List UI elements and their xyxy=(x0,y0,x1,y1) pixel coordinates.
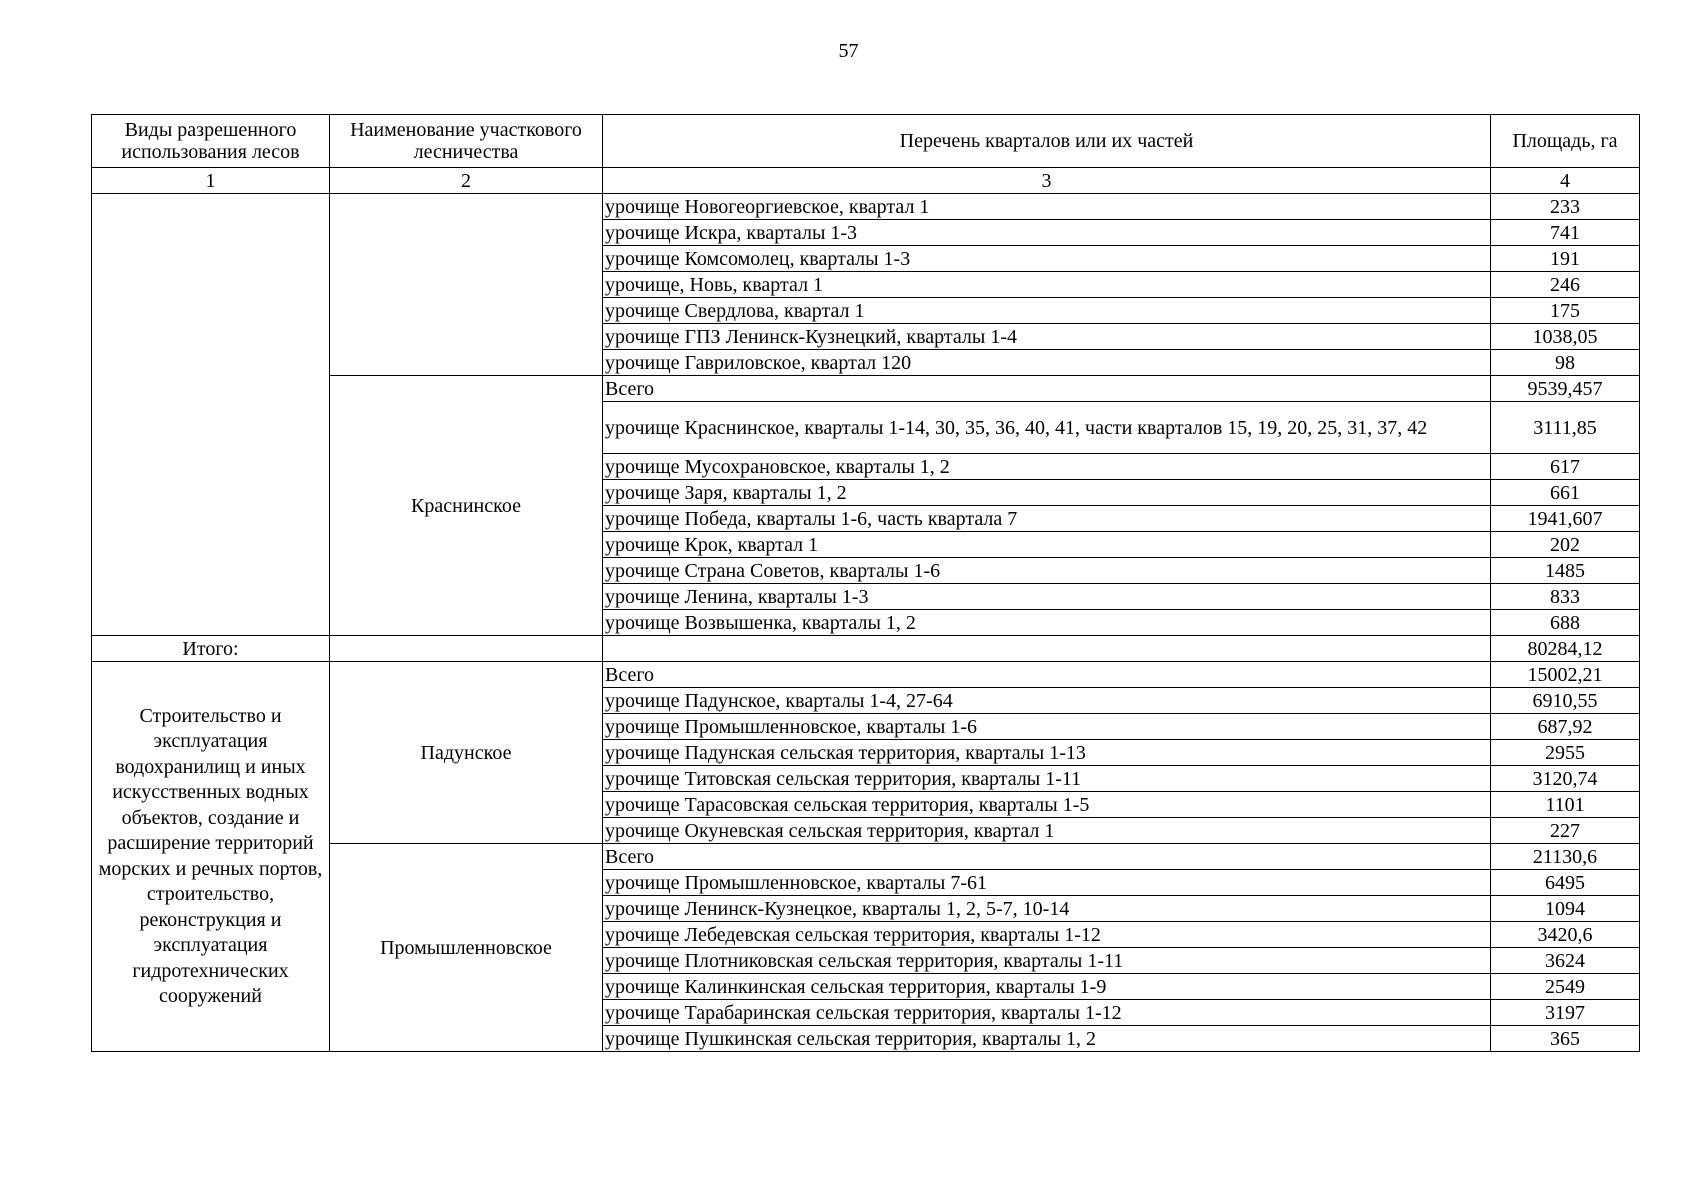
area-cell: 3420,6 xyxy=(1491,922,1640,948)
quarters-cell: урочище Пушкинская сельская территория, кварталы 1, 2 xyxy=(603,1026,1491,1052)
area-cell: 617 xyxy=(1491,454,1640,480)
header-quarters-list: Перечень кварталов или их частей xyxy=(603,115,1491,168)
quarters-cell: урочище Новогеоргиевское, квартал 1 xyxy=(603,194,1491,220)
area-cell: 191 xyxy=(1491,246,1640,272)
area-cell: 233 xyxy=(1491,194,1640,220)
quarters-cell: Всего xyxy=(603,376,1491,402)
empty-cell xyxy=(603,636,1491,662)
quarters-cell: Всего xyxy=(603,662,1491,688)
forestry-name-krasninskoe: Краснинское xyxy=(330,376,603,636)
area-cell: 3111,85 xyxy=(1491,402,1640,454)
area-cell: 3624 xyxy=(1491,948,1640,974)
total-area: 80284,12 xyxy=(1491,636,1640,662)
area-cell: 2549 xyxy=(1491,974,1640,1000)
column-number: 2 xyxy=(330,168,603,194)
column-number-row xyxy=(92,168,1640,194)
area-cell: 1485 xyxy=(1491,558,1640,584)
quarters-cell: урочище Заря, кварталы 1, 2 xyxy=(603,480,1491,506)
total-row xyxy=(92,636,1640,662)
quarters-cell: урочище Мусохрановское, кварталы 1, 2 xyxy=(603,454,1491,480)
area-cell: 246 xyxy=(1491,272,1640,298)
forestry-name-promyshlennovskoe: Промышленновское xyxy=(330,844,603,1052)
forestry-name-padunskoe: Падунское xyxy=(330,662,603,844)
area-cell: 6495 xyxy=(1491,870,1640,896)
header-forestry-name: Наименование участкового лесничества xyxy=(330,115,603,168)
header-area: Площадь, га xyxy=(1491,115,1640,168)
quarters-cell: урочище ГПЗ Ленинск-Кузнецкий, кварталы 1-4 xyxy=(603,324,1491,350)
area-cell: 175 xyxy=(1491,298,1640,324)
table-row xyxy=(92,194,1640,220)
use-type-category: Строительство и эксплуатация водохранилищ и иных искусственных водных объектов, создание и расширение территорий морских и речных портов, строительство, реконструкция и эксплуатация гидротехнических сооружений xyxy=(92,662,330,1052)
quarters-cell: урочище, Новь, квартал 1 xyxy=(603,272,1491,298)
area-cell: 687,92 xyxy=(1491,714,1640,740)
table-row xyxy=(92,662,1640,688)
area-cell: 1101 xyxy=(1491,792,1640,818)
column-number: 4 xyxy=(1491,168,1640,194)
quarters-cell: урочище Калинкинская сельская территория, кварталы 1-9 xyxy=(603,974,1491,1000)
quarters-cell: урочище Промышленновское, кварталы 7-61 xyxy=(603,870,1491,896)
quarters-cell: урочище Возвышенка, кварталы 1, 2 xyxy=(603,610,1491,636)
total-label: Итого: xyxy=(92,636,330,662)
area-cell: 833 xyxy=(1491,584,1640,610)
quarters-cell: урочище Гавриловское, квартал 120 xyxy=(603,350,1491,376)
area-cell: 1038,05 xyxy=(1491,324,1640,350)
area-cell: 6910,55 xyxy=(1491,688,1640,714)
quarters-cell: урочище Лебедевская сельская территория, кварталы 1-12 xyxy=(603,922,1491,948)
quarters-cell: урочище Титовская сельская территория, кварталы 1-11 xyxy=(603,766,1491,792)
quarters-cell: урочище Комсомолец, кварталы 1-3 xyxy=(603,246,1491,272)
quarters-cell: урочище Страна Советов, кварталы 1-6 xyxy=(603,558,1491,584)
quarters-cell: урочище Тарасовская сельская территория, кварталы 1-5 xyxy=(603,792,1491,818)
header-use-type: Виды разрешенного использования лесов xyxy=(92,115,330,168)
quarters-cell: Всего xyxy=(603,844,1491,870)
use-type-cell xyxy=(92,194,330,636)
column-number: 1 xyxy=(92,168,330,194)
area-cell: 1094 xyxy=(1491,896,1640,922)
area-cell: 227 xyxy=(1491,818,1640,844)
area-cell: 2955 xyxy=(1491,740,1640,766)
quarters-cell: урочище Окуневская сельская территория, квартал 1 xyxy=(603,818,1491,844)
quarters-cell: урочище Промышленновское, кварталы 1-6 xyxy=(603,714,1491,740)
quarters-cell: урочище Свердлова, квартал 1 xyxy=(603,298,1491,324)
area-cell: 688 xyxy=(1491,610,1640,636)
area-cell: 202 xyxy=(1491,532,1640,558)
table-body xyxy=(92,115,1640,1052)
quarters-cell: урочище Тарабаринская сельская территория, кварталы 1-12 xyxy=(603,1000,1491,1026)
area-cell: 661 xyxy=(1491,480,1640,506)
forest-use-table xyxy=(91,114,1640,1052)
quarters-cell: урочище Ленина, кварталы 1-3 xyxy=(603,584,1491,610)
quarters-cell: урочище Плотниковская сельская территория, кварталы 1-11 xyxy=(603,948,1491,974)
table-header-row xyxy=(92,115,1640,168)
area-cell: 1941,607 xyxy=(1491,506,1640,532)
quarters-cell: урочище Искра, кварталы 1-3 xyxy=(603,220,1491,246)
forestry-cell xyxy=(330,194,603,376)
area-cell: 15002,21 xyxy=(1491,662,1640,688)
area-cell: 3120,74 xyxy=(1491,766,1640,792)
quarters-cell: урочище Крок, квартал 1 xyxy=(603,532,1491,558)
area-cell: 365 xyxy=(1491,1026,1640,1052)
area-cell: 9539,457 xyxy=(1491,376,1640,402)
area-cell: 98 xyxy=(1491,350,1640,376)
quarters-cell: урочище Краснинское, кварталы 1-14, 30, 35, 36, 40, 41, части кварталов 15, 19, 20, 25, 31, 37, 42 xyxy=(603,402,1491,454)
quarters-cell: урочище Ленинск-Кузнецкое, кварталы 1, 2, 5-7, 10-14 xyxy=(603,896,1491,922)
quarters-cell: урочище Победа, кварталы 1-6, часть квартала 7 xyxy=(603,506,1491,532)
area-cell: 3197 xyxy=(1491,1000,1640,1026)
page-number: 57 xyxy=(838,40,859,62)
quarters-cell: урочище Падунское, кварталы 1-4, 27-64 xyxy=(603,688,1491,714)
quarters-cell: урочище Падунская сельская территория, кварталы 1-13 xyxy=(603,740,1491,766)
column-number: 3 xyxy=(603,168,1491,194)
area-cell: 741 xyxy=(1491,220,1640,246)
area-cell: 21130,6 xyxy=(1491,844,1640,870)
empty-cell xyxy=(330,636,603,662)
